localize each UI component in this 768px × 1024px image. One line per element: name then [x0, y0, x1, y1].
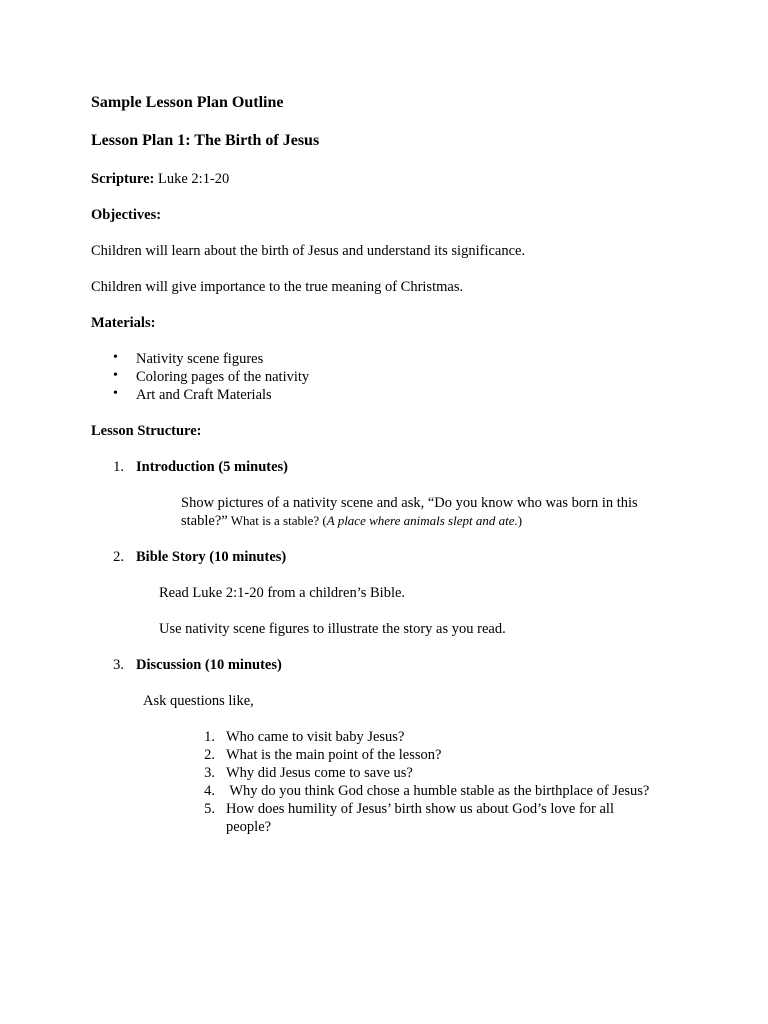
materials-heading: Materials:	[91, 315, 156, 331]
scripture-label: Scripture:	[91, 171, 155, 187]
question-number: 2.	[204, 747, 215, 763]
section-number: 3.	[113, 657, 124, 673]
section-heading-discussion: Discussion (10 minutes)	[136, 657, 282, 673]
question-number: 1.	[204, 729, 215, 745]
bullet-icon: •	[113, 350, 118, 365]
question-item: Why do you think God chose a humble stable as the birthplace of Jesus?	[226, 783, 650, 799]
section-number: 1.	[113, 459, 124, 475]
question-number: 3.	[204, 765, 215, 781]
scripture-value: Luke 2:1-20	[154, 171, 230, 187]
objectives-heading: Objectives:	[91, 207, 162, 223]
question-number: 4.	[204, 783, 215, 799]
material-item: Art and Craft Materials	[136, 387, 272, 403]
lesson-title: Lesson Plan 1: The Birth of Jesus	[91, 132, 320, 149]
bullet-icon: •	[113, 386, 118, 401]
introduction-text-line	[181, 512, 522, 530]
section-heading-introduction: Introduction (5 minutes)	[136, 459, 288, 475]
question-item: Who came to visit baby Jesus?	[226, 729, 405, 745]
question-item-continuation: people?	[226, 819, 272, 835]
scripture-line	[91, 170, 229, 188]
section-heading-bible-story: Bible Story (10 minutes)	[136, 549, 287, 565]
material-item: Nativity scene figures	[136, 351, 264, 367]
section-number: 2.	[113, 549, 124, 565]
introduction-quote-end: stable?”	[181, 513, 228, 529]
bible-story-text: Read Luke 2:1-20 from a children’s Bible.	[159, 585, 406, 601]
stable-answer: A place where animals slept and ate.	[326, 513, 518, 528]
discussion-intro: Ask questions like,	[143, 693, 254, 709]
introduction-text-line: Show pictures of a nativity scene and ask, “Do you know who was born in this	[181, 495, 638, 511]
bullet-icon: •	[113, 368, 118, 383]
objective-item: Children will give importance to the true meaning of Christmas.	[91, 279, 464, 295]
question-item: Why did Jesus come to save us?	[226, 765, 413, 781]
bible-story-text: Use nativity scene figures to illustrate the story as you read.	[159, 621, 506, 637]
stable-answer-close: )	[517, 513, 523, 528]
question-item: How does humility of Jesus’ birth show us about God’s love for all	[226, 801, 614, 817]
document-title: Sample Lesson Plan Outline	[91, 94, 284, 111]
question-item: What is the main point of the lesson?	[226, 747, 442, 763]
material-item: Coloring pages of the nativity	[136, 369, 310, 385]
question-number: 5.	[204, 801, 215, 817]
objective-item: Children will learn about the birth of Jesus and understand its significance.	[91, 243, 526, 259]
stable-question: What is a stable? (	[227, 513, 327, 528]
lesson-structure-heading: Lesson Structure:	[91, 423, 202, 439]
